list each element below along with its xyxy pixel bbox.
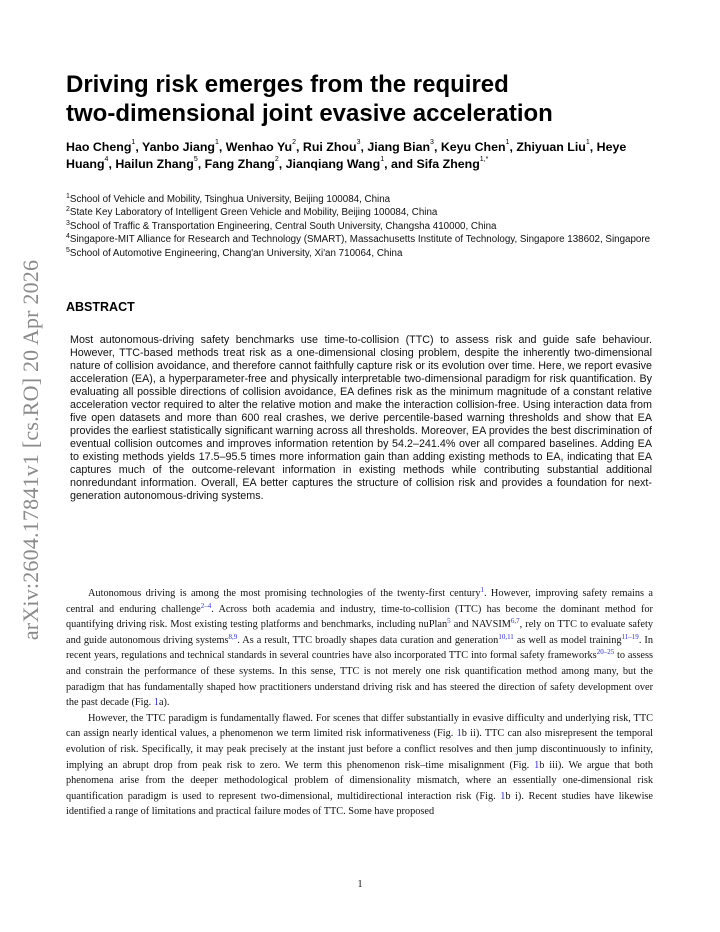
author-separator: , <box>296 140 303 154</box>
author-name: Hailun Zhang <box>115 157 194 171</box>
author-name: Hao Cheng <box>66 140 132 154</box>
body-text-run: . However, improving safety remains a central and enduring challenge <box>66 588 654 615</box>
title-line-2: two-dimensional joint evasive acceleration <box>66 100 553 127</box>
author-affiliation-mark: 1 <box>380 156 385 163</box>
body-paragraph-2 <box>66 711 653 820</box>
affiliation-text: School of Automotive Engineering, Chang'an University, Xi'an 710064, China <box>69 247 403 259</box>
abstract-heading: ABSTRACT <box>66 300 135 314</box>
author-affiliation-mark: 4 <box>104 156 109 163</box>
author-affiliation-mark: 2 <box>274 156 279 163</box>
author-list <box>66 139 666 173</box>
body-text-run: b ii). TTC can also misrepresent the temporal evolution of risk. Specifically, it may peak precisely at the instant just before a conflict resolves and then jump discontinuously to infinity, implying an abrupt drop from peak risk to zero. We term this phenomenon risk–time misalignment (Fig. <box>66 728 653 771</box>
body-paragraph-1 <box>66 586 653 711</box>
author-separator: , <box>135 140 142 154</box>
affiliation-item <box>66 233 666 246</box>
author-name: Fang Zhang <box>204 157 275 171</box>
affiliation-text: State Key Laboratory of Intelligent Green Vehicle and Mobility, Beijing 100084, China <box>69 207 438 219</box>
author-affiliation-mark: 1 <box>214 139 219 146</box>
body-text-run: a). <box>158 697 170 709</box>
author-name: Jiang Bian <box>367 140 431 154</box>
author-name: Sifa Zheng <box>416 157 480 171</box>
paper-title <box>66 70 666 128</box>
body-text-run: . Across both academia and industry, time-to-collision (TTC) has become the dominant method for quantifying driving risk. Most existing testing platforms and benchmarks, including nuPlan <box>66 603 653 631</box>
affiliation-number: 4 <box>66 233 70 241</box>
body-text-run: Autonomous driving is among the most promising technologies of the twenty-first century <box>88 588 481 599</box>
author-affiliation-mark: 2 <box>292 139 296 146</box>
affiliation-item <box>66 206 666 219</box>
citation-link[interactable]: 10,11 <box>498 632 514 641</box>
affiliation-list <box>66 193 666 260</box>
citation-link[interactable]: 20–25 <box>596 648 615 657</box>
affiliation-text: School of Vehicle and Mobility, Tsinghua University, Beijing 100084, China <box>69 194 391 205</box>
figure-link[interactable]: 1 <box>456 728 462 740</box>
body-text <box>66 586 653 820</box>
figure-link[interactable]: 1 <box>534 759 540 771</box>
arxiv-sidebar-stamp <box>11 250 51 650</box>
author-name: Heye Huang <box>66 140 627 171</box>
title-line-1: Driving risk emerges from the required <box>66 71 509 98</box>
author-separator: , <box>218 140 226 154</box>
author-affiliation-mark: 1 <box>505 139 510 146</box>
affiliation-text: School of Traffic & Transportation Engineering, Central South University, Changsha 410000, China <box>69 220 497 232</box>
body-text-run: to assess and constrain the performance of these systems. In this sense, TTC is not merely one risk quantification method among many, but the paradigm that has fundamentally shaped how practitioners understand driving risk and has steered the direction of safety development over the past decade (Fig. <box>66 650 654 709</box>
author-separator: , <box>108 157 116 171</box>
affiliation-number: 5 <box>66 246 70 254</box>
affiliation-number: 1 <box>66 193 70 200</box>
author-separator: , <box>278 157 286 171</box>
figure-link[interactable]: 1 <box>153 697 159 709</box>
abstract-text: Most autonomous-driving safety benchmarks use time-to-collision (TTC) to assess risk and guide safe behaviour. However, TTC-based methods treat risk as a one-dimensional closing problem, despite the inherently two-dimensional nature of collision avoidance, and therefore cannot faithfully capture risk or its evolution over time. Here, we report evasive acceleration (EA), a hyperparameter-free and physically interpretable two-dimensional paradigm for risk quantification. By evaluating all possible directions of collision avoidance, EA defines risk as the minimum magnitude of a constant relative acceleration vector required to alter the relative motion and make the interaction collision-free. Using interaction data from five open datasets and more than 600 real crashes, we derive percentile-based warning thresholds and show that EA provides the earliest statistically significant warning across all thresholds. Moreover, EA provides the best discrimination of eventual collision outcomes and improves information retention by 54.2–241.4% over all compared baselines. Adding EA to existing methods yields 17.5–95.5 times more information gain than adding existing methods to EA, indicating that EA captures much of the outcome-relevant information in existing methods while contributing substantial additional nonredundant information. Overall, EA better captures the structure of collision risk and provides a foundation for next-generation autonomous-driving systems. <box>70 334 652 502</box>
body-text-run: and NAVSIM <box>450 619 511 631</box>
citation-link[interactable]: 8,9 <box>228 632 238 641</box>
body-text-run: . As a result, TTC broadly shapes data curation and generation <box>237 634 499 646</box>
author-affiliation-mark: 1 <box>131 139 136 146</box>
author-separator: , <box>197 157 205 171</box>
body-text-run: However, the TTC paradigm is fundamentally flawed. For scenes that differ substantially in evasive difficulty and underlying risk, TTC can assign nearly identical values, a phenomenon we term limited risk informativeness (Fig. <box>66 712 653 740</box>
affiliation-item <box>66 247 666 260</box>
author-name: Rui Zhou <box>302 140 357 154</box>
affiliation-number: 3 <box>66 219 70 227</box>
page-number: 1 <box>357 879 363 890</box>
author-separator: , <box>433 140 441 154</box>
body-text-run: as well as model training <box>513 634 622 646</box>
figure-link[interactable]: 1 <box>500 790 506 802</box>
body-text-run: . In recent years, regulations and technical standards in several countries have also incorporated TTC into formal safety frameworks <box>66 634 653 662</box>
author-affiliation-mark: 3 <box>356 139 361 146</box>
body-text-run: , rely on TTC to evaluate safety and guide autonomous driving systems <box>66 619 653 646</box>
body-text-run: b i). Recent studies have likewise identified a range of limitations and practical failure modes of TTC. Some have proposed <box>66 790 654 818</box>
citation-link[interactable]: 5 <box>447 617 451 626</box>
body-text-run: b iii). We argue that both phenomena arise from the deeper methodological problem of dimensionality mismatch, where an essentially one-dimensional risk quantification paradigm is used to represent two-dimensional, multidirectional interaction risk (Fig. <box>66 759 654 802</box>
author-separator: , and <box>384 157 417 171</box>
affiliation-item <box>66 220 666 233</box>
author-separator: , <box>589 140 597 154</box>
citation-link[interactable]: 6,7 <box>510 617 520 626</box>
citation-link[interactable]: 2–4 <box>200 601 212 610</box>
author-name: Yanbo Jiang <box>141 140 215 154</box>
citation-link[interactable]: 1 <box>480 586 484 594</box>
author-name: Zhiyuan Liu <box>516 140 586 154</box>
affiliation-item <box>66 193 666 206</box>
author-name: Wenhao Yu <box>225 140 293 154</box>
author-separator: , <box>509 140 517 154</box>
arxiv-id: arXiv:2604.17841v1 [cs.RO] 20 Apr 2026 <box>18 259 43 641</box>
author-affiliation-mark: 1,* <box>479 156 489 163</box>
citation-link[interactable]: 11–19 <box>621 632 639 641</box>
affiliation-text: Singapore-MIT Alliance for Research and Technology (SMART), Massachusetts Institute of Technology, Singapore 138602, Singapore <box>69 234 651 246</box>
affiliation-number: 2 <box>66 206 70 214</box>
author-affiliation-mark: 3 <box>430 139 434 146</box>
author-affiliation-mark: 1 <box>585 139 590 146</box>
author-separator: , <box>360 140 368 154</box>
author-name: Jianqiang Wang <box>285 157 381 171</box>
author-name: Keyu Chen <box>440 140 506 154</box>
author-affiliation-mark: 5 <box>193 156 198 163</box>
